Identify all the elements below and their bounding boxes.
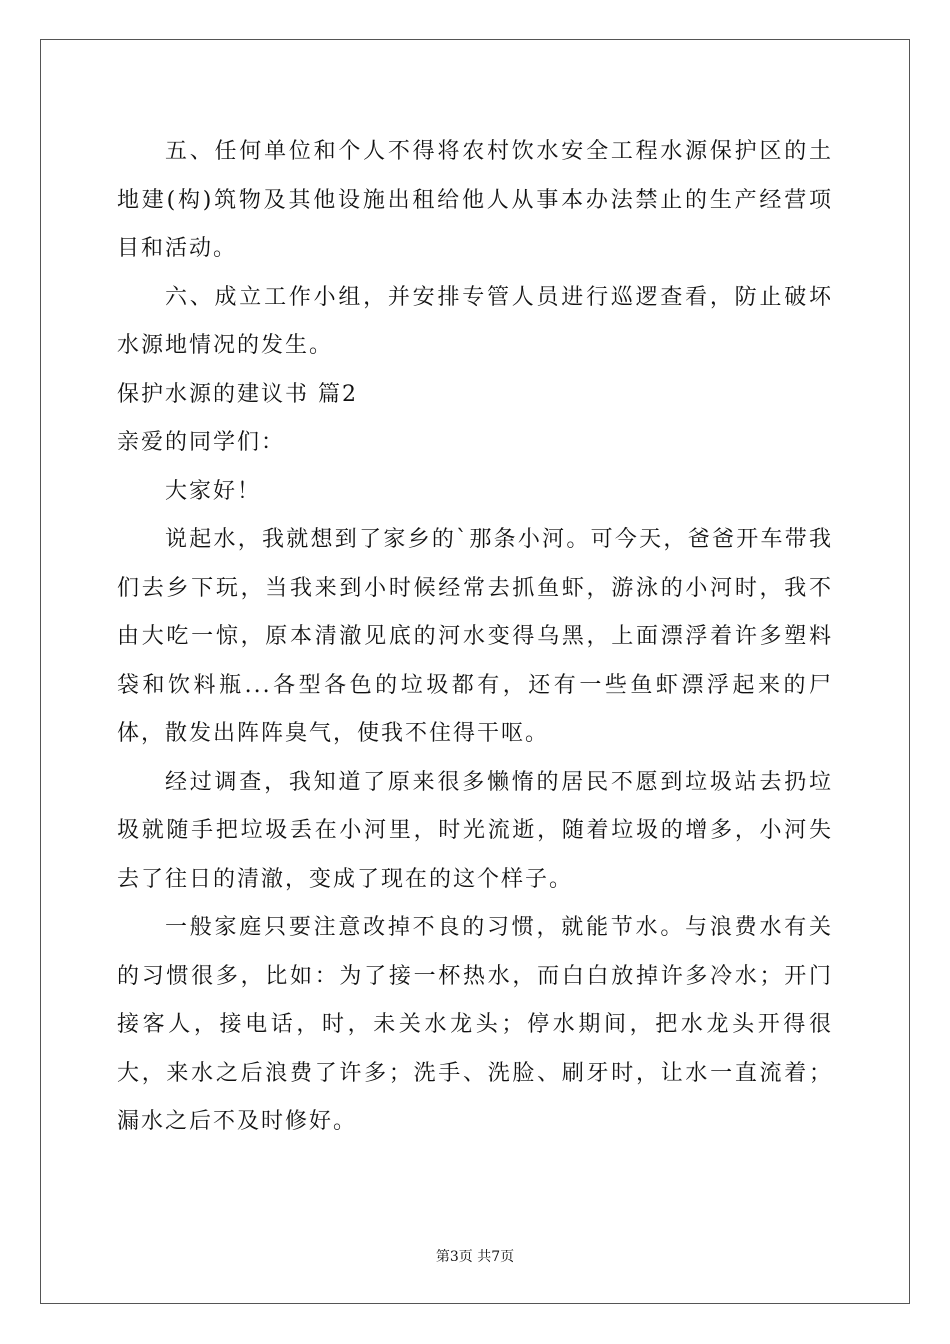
salutation: 亲爱的同学们： [117,430,286,455]
section-heading: 保护水源的建议书 篇2 [117,381,358,407]
paragraph-habits: 一般家庭只要注意改掉不良的习惯，就能节水。与浪费水有关的习惯很多，比如：为了接一杯热水，而白白放掉许多冷水；开门接客人，接电话，时，未关水龙头；停水期间，把水龙头开得很大，来水之后浪费了许多；洗手、洗脸、刷牙时，让水一直流着；漏水之后不及时修好。 [117,915,833,1134]
paragraph-river: 说起水，我就想到了家乡的`那条小河。可今天，爸爸开车带我们去乡下玩，当我来到小时候经常去抓鱼虾，游泳的小河时，我不由大吃一惊，原本清澈见底的河水变得乌黑，上面漂浮着许多塑料袋和饮料瓶...各型各色的垃圾都有，还有一些鱼虾漂浮起来的尸体，散发出阵阵臭气，使我不住得干呕。 [117,527,833,746]
page-number-footer: 第3页 共7页 [435,1249,515,1265]
greeting: 大家好！ [165,478,262,504]
document-body [117,128,833,1147]
paragraph-rule-six: 六、成立工作小组，并安排专管人员进行巡逻查看，防止破坏水源地情况的发生。 [117,284,833,358]
paragraph-rule-five: 五、任何单位和个人不得将农村饮水安全工程水源保护区的土地建(构)筑物及其他设施出租给他人从事本办法禁止的生产经营项目和活动。 [117,139,833,261]
paragraph-investigation: 经过调查，我知道了原来很多懒惰的居民不愿到垃圾站去扔垃圾就随手把垃圾丢在小河里，时光流逝，随着垃圾的增多，小河失去了往日的清澈，变成了现在的这个样子。 [117,769,833,892]
